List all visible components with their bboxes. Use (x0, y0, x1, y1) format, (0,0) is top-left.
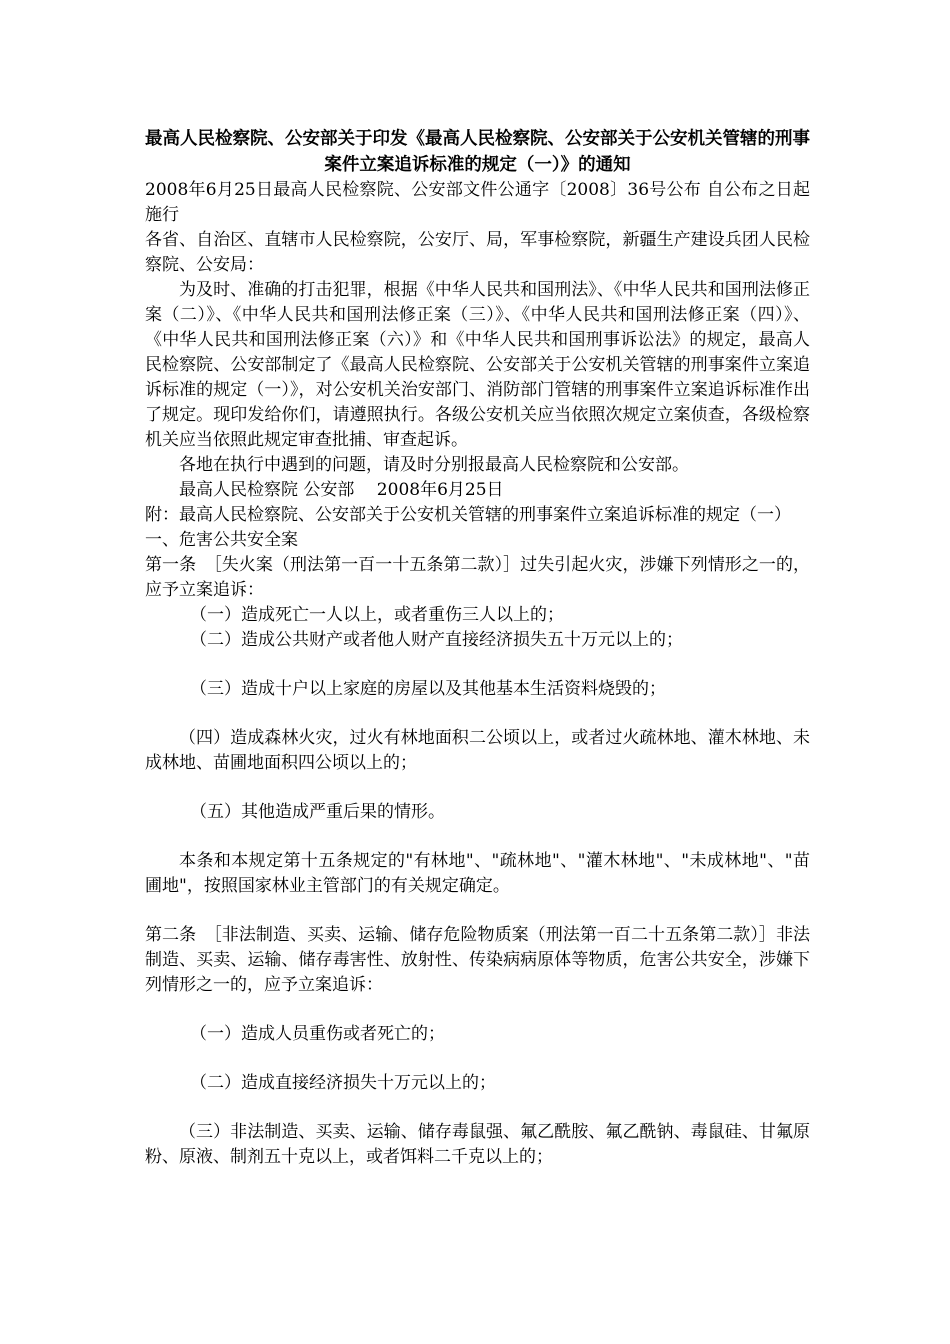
intro-paragraph: 为及时、准确的打击犯罪，根据《中华人民共和国刑法》、《中华人民共和国刑法修正案（二）》、《中华人民共和国刑法修正案（三）》、《中华人民共和国刑法修正案（四）》、《中华人民共和国刑法修正案（六）》和《中华人民共和国刑事诉讼法》的规定，最高人民检察院、公安部制定了《最高人民检察院、公安部关于公安机关管辖的刑事案件立案追诉标准的规定（一）》，对公安机关治安部门、消防部门管辖的刑事案件立案追诉标准作出了规定。现印发给你们，请遵照执行。各级公安机关应当依照次规定立案侦查，各级检察机关应当依照此规定审查批捕、审查起诉。 (145, 280, 810, 450)
article-1-item: （五）其他造成严重后果的情形。 (190, 802, 445, 822)
report-paragraph: 各地在执行中遇到的问题，请及时分别报最高人民检察院和公安部。 (179, 455, 689, 475)
article-2-item: （二）造成直接经济损失十万元以上的； (190, 1073, 496, 1093)
article-1-item: （三）造成十户以上家庭的房屋以及其他基本生活资料烧毁的； (190, 679, 666, 699)
article-2-item: （一）造成人员重伤或者死亡的； (190, 1024, 445, 1044)
document-title: 最高人民检察院、公安部关于印发《最高人民检察院、公安部关于公安机关管辖的刑事案件立案追诉标准的规定（一）》的通知 (145, 129, 810, 175)
spacer (145, 825, 810, 849)
spacer (145, 1047, 810, 1071)
article-1-item: （一）造成死亡一人以上，或者重伤三人以上的； (190, 605, 564, 625)
chapter-heading: 一、危害公共安全案 (145, 530, 298, 550)
article-2-item: （三）非法制造、买卖、运输、储存毒鼠强、氟乙酰胺、氟乙酰钠、毒鼠硅、甘氟原粉、原液、制剂五十克以上，或者饵料二千克以上的； (145, 1122, 810, 1167)
article-2-heading: 第二条 ［非法制造、买卖、运输、储存危险物质案（刑法第一百二十五条第二款）］非法制造、买卖、运输、储存毒害性、放射性、传染病病原体等物质，危害公共安全，涉嫌下列情形之一的，应予立案追诉： (145, 925, 810, 995)
issue-line: 2008年6月25日最高人民检察院、公安部文件公通字〔2008〕36号公布 自公布之日起施行 (145, 180, 810, 225)
attachment-line: 附：最高人民检察院、公安部关于公安机关管辖的刑事案件立案追诉标准的规定（一） (145, 505, 791, 525)
article-1-item: （四）造成森林火灾，过火有林地面积二公顷以上，或者过火疏林地、灌木林地、未成林地、苗圃地面积四公顷以上的； (145, 728, 810, 773)
spacer (145, 899, 810, 923)
signature-line: 最高人民检察院 公安部 2008年6月25日 (179, 480, 504, 500)
document-page (145, 126, 810, 1170)
article-1-heading: 第一条 ［失火案（刑法第一百一十五条第二款）］过失引起火灾，涉嫌下列情形之一的，应予立案追诉： (145, 555, 810, 600)
article-1-note: 本条和本规定第十五条规定的"有林地"、"疏林地"、"灌木林地"、"未成林地"、"苗圃地"，按照国家林业主管部门的有关规定确定。 (145, 851, 810, 896)
spacer (145, 702, 810, 726)
spacer (145, 653, 810, 677)
addressee: 各省、自治区、直辖市人民检察院，公安厅、局，军事检察院，新疆生产建设兵团人民检察院、公安局： (145, 230, 810, 275)
spacer (145, 776, 810, 800)
spacer (145, 998, 810, 1022)
article-1-item: （二）造成公共财产或者他人财产直接经济损失五十万元以上的； (190, 630, 683, 650)
spacer (145, 1096, 810, 1120)
